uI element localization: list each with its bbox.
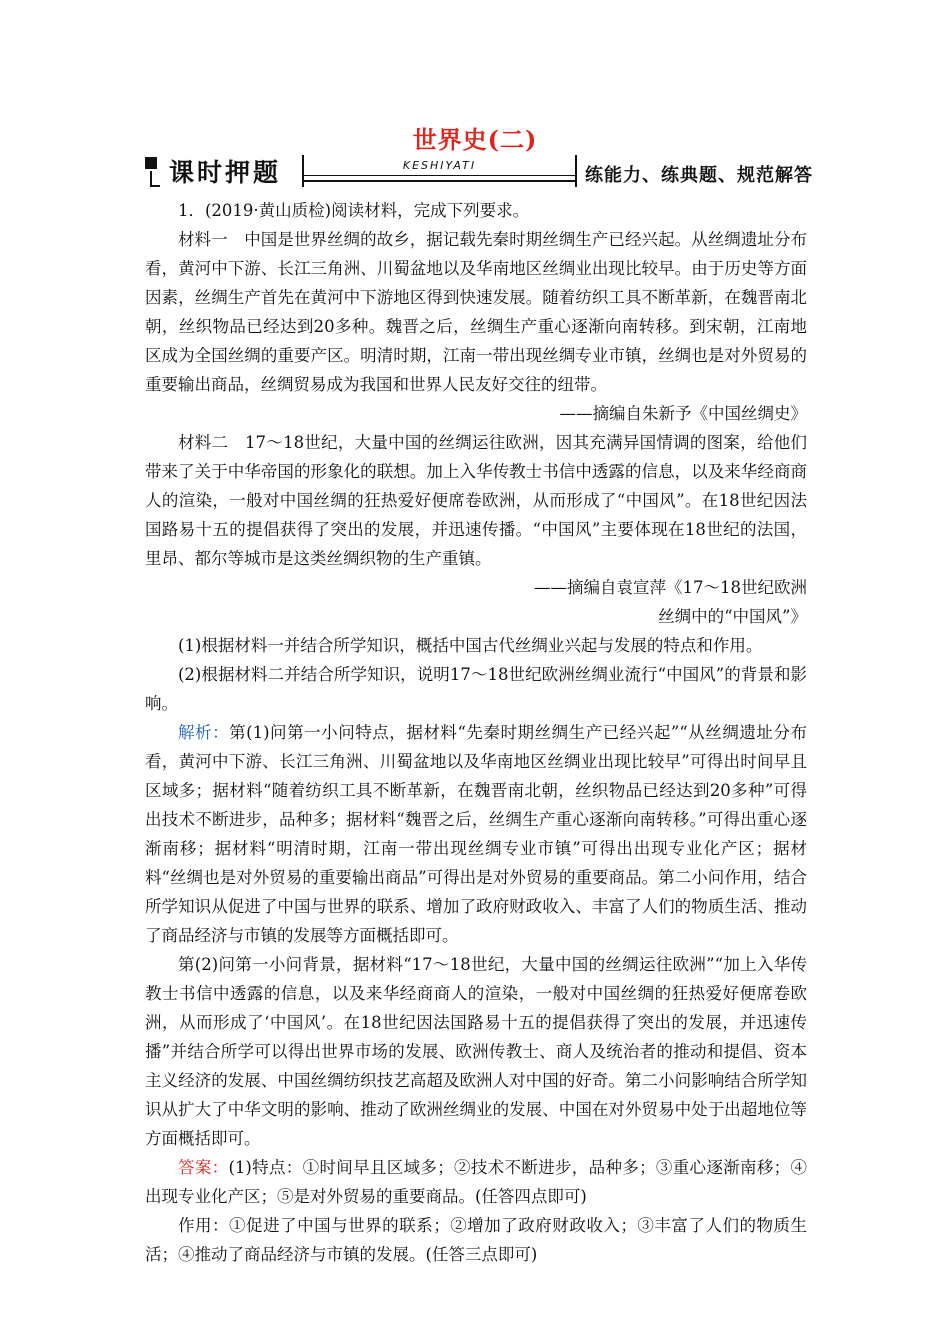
material-two-source-line2: 丝绸中的“中国风”》 (658, 607, 807, 626)
question-content (145, 196, 807, 1269)
banner-rule-thick (304, 180, 575, 182)
banner-rule (304, 175, 575, 176)
page-title: 世界史(二) (412, 125, 538, 154)
analysis-label: 解析： (178, 723, 230, 742)
banner-heading: 课时押题 (169, 158, 282, 187)
banner-slogan: 练能力、练典题、规范解答 (585, 165, 813, 186)
material-two-source-line1: ——摘编自袁宣萍《17～18世纪欧洲 (534, 578, 807, 597)
question-part-two: (2)根据材料二并结合所学知识，说明17～18世纪欧洲丝绸业流行“中国风”的背景和影响。 (145, 665, 807, 713)
material-two: 材料二 17～18世纪，大量中国的丝绸运往欧洲，因其充满异国情调的图案，给他们带来了关于中华帝国的形象化的联想。加上入华传教士书信中透露的信息，以及来华经商商人的渲染，一般对中国丝绸的狂热爱好便席卷欧洲，从而形成了“中国风”。在18世纪因法国路易十五的提倡获得了突出的发展，并迅速传播。“中国风”主要体现在18世纪的法国，里昂、都尔等城市是这类丝绸织物的生产重镇。 (145, 433, 807, 568)
answer-paragraph-two: 作用：①促进了中国与世界的联系；②增加了政府财政收入；③丰富了人们的物质生活；④推动了商品经济与市镇的发展。(任答三点即可) (145, 1216, 807, 1264)
material-one-source: ——摘编自朱新予《中国丝绸史》 (559, 404, 807, 423)
banner-mark-icon (143, 153, 163, 189)
analysis-paragraph-one (145, 718, 807, 950)
analysis-text-one: 第(1)问第一小问特点，据材料“先秦时期丝绸生产已经兴起”“从丝绸遗址分布看，黄河中下游、长江三角洲、川蜀盆地以及华南地区丝绸业出现比较早”可得出时间早且区域多；据材料“随着纺织工具不断革新，在魏晋南北朝，丝织物品已经达到20多种”可得出技术不断进步，品种多；据材料“魏晋之后，丝绸生产重心逐渐向南转移。”可得出重心逐渐南移；据材料“明清时期，江南一带出现丝绸专业市镇”可得出出现专业化产区；据材料“丝绸也是对外贸易的重要输出商品”可得出是对外贸易的重要商品。第二小问作用，结合所学知识从促进了中国与世界的联系、增加了政府财政收入、丰富了人们的物质生活、推动了商品经济与市镇的发展等方面概括即可。 (145, 723, 807, 945)
analysis-paragraph-two: 第(2)问第一小问背景，据材料“17～18世纪，大量中国的丝绸运往欧洲”“加上入华传教士书信中透露的信息，以及来华经商商人的渲染，一般对中国丝绸的狂热爱好便席卷欧洲，从而形成了‘中国风’。在18世纪因法国路易十五的提倡获得了突出的发展，并迅速传播”并结合所学可以得出世界市场的发展、欧洲传教士、商人及统治者的推动和提倡、资本主义经济的发展、中国丝绸纺织技艺高超及欧洲人对中国的好奇。第二小问影响结合所学知识从扩大了中华文明的影响、推动了欧洲丝绸业的发展、中国在对外贸易中处于出超地位等方面概括即可。 (145, 955, 807, 1148)
answer-paragraph-one (145, 1153, 807, 1211)
question-part-one: (1)根据材料一并结合所学知识，概括中国古代丝绸业兴起与发展的特点和作用。 (178, 636, 763, 655)
section-banner (143, 153, 840, 189)
question-stem: 1．(2019·黄山质检)阅读材料，完成下列要求。 (178, 201, 530, 220)
answer-label: 答案： (178, 1158, 229, 1177)
banner-pinyin: KESHIYATI (402, 159, 477, 172)
answer-text-one: (1)特点：①时间早且区域多；②技术不断进步，品种多；③重心逐渐南移；④出现专业化产区；⑤是对外贸易的重要商品。(任答四点即可) (145, 1158, 807, 1206)
material-one: 材料一 中国是世界丝绸的故乡，据记载先秦时期丝绸生产已经兴起。从丝绸遗址分布看，黄河中下游、长江三角洲、川蜀盆地以及华南地区丝绸业出现比较早。由于历史等方面因素，丝绸生产首先在黄河中下游地区得到快速发展。随着纺织工具不断革新，在魏晋南北朝，丝织物品已经达到20多种。魏晋之后，丝绸生产重心逐渐向南转移。到宋朝，江南地区成为全国丝绸的重要产区。明清时期，江南一带出现丝绸专业市镇，丝绸也是对外贸易的重要输出商品，丝绸贸易成为我国和世界人民友好交往的纽带。 (145, 230, 807, 394)
banner-divider (575, 155, 577, 187)
